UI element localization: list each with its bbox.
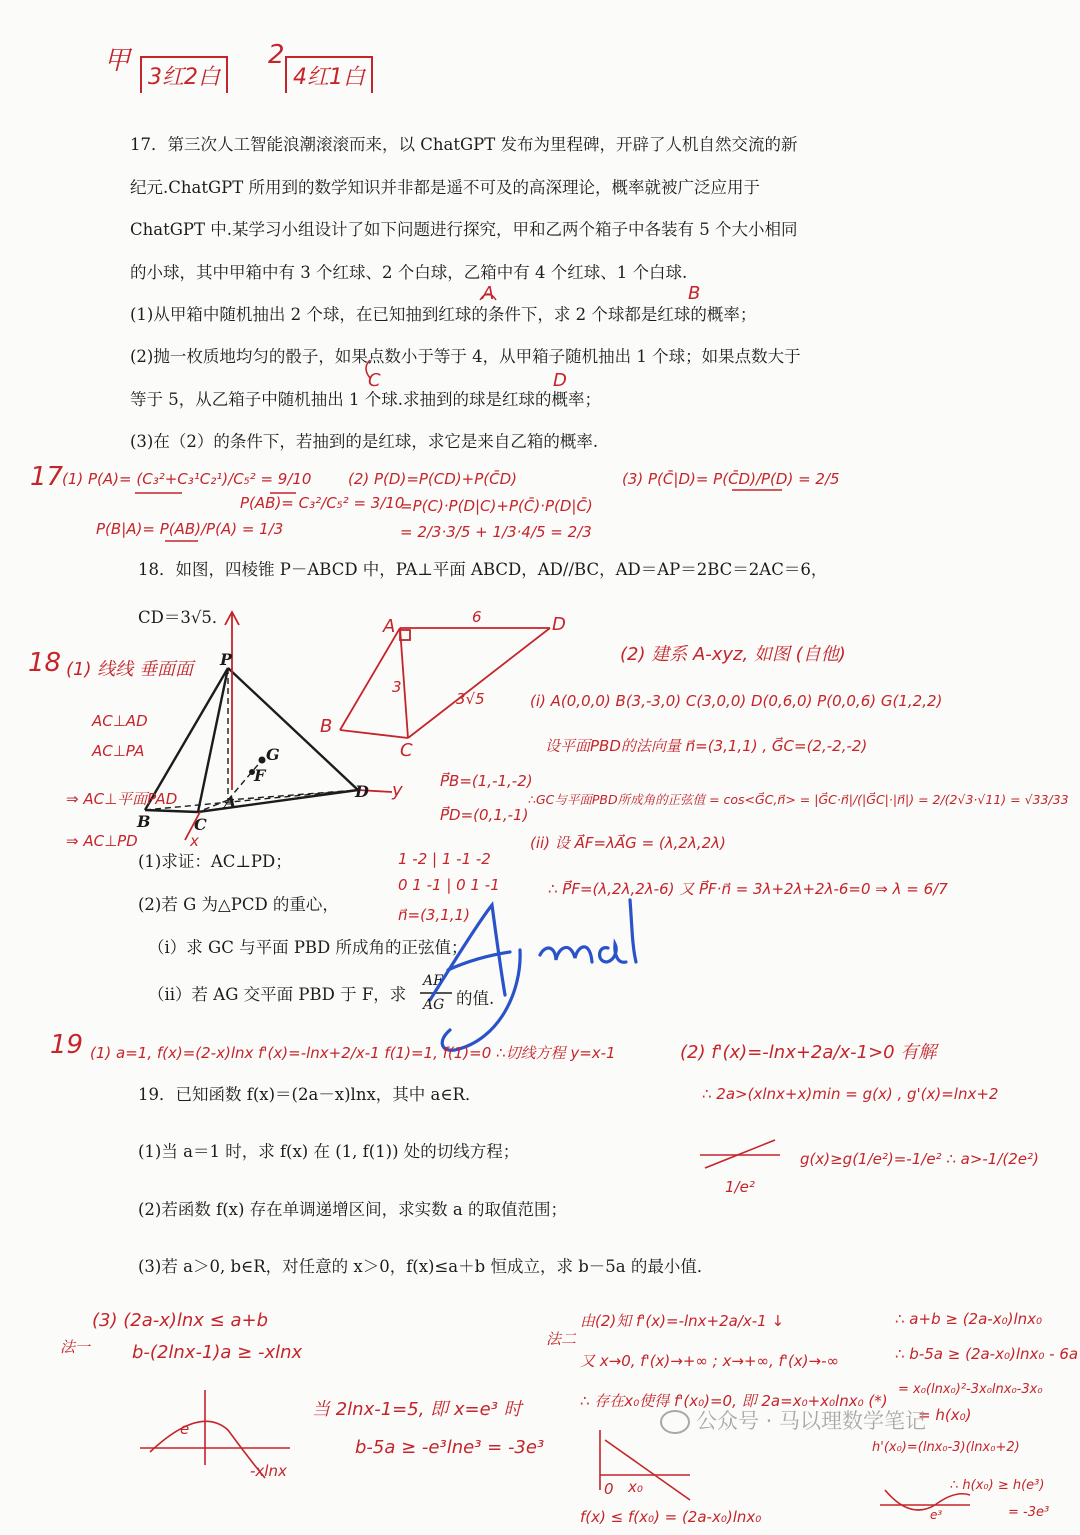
sketch-len-3: 3 xyxy=(392,678,402,696)
q19-stem: 19．已知函数 f(x)＝(2a－x)lnx，其中 a∈R． xyxy=(138,1085,482,1104)
q19-note-r4: = h(x₀) xyxy=(918,1406,972,1424)
q18-note-proof-title: (1) 线线 垂面面 xyxy=(66,659,193,680)
q18-sub-2ii-a: （ii）若 AG 交平面 PBD 于 F，求 xyxy=(148,985,407,1004)
q19-sub-2: (2)若函数 f(x) 存在单调递增区间，求实数 a 的取值范围； xyxy=(138,1200,567,1219)
q18-note-p4: ⇒ AC⊥PD xyxy=(66,832,138,850)
q19-graph3-e3: e³ xyxy=(930,1508,943,1522)
q18-note-pd: P⃗D=(0,1,-1) xyxy=(440,806,529,824)
q17-note-a1b: P(AB)= C₃²/C₅² = 3/10 xyxy=(240,494,405,512)
q18-note-number: 18 xyxy=(28,648,62,678)
q19-note-r7: = -3e³ xyxy=(1008,1505,1050,1520)
q19-note-method-2: 法二 xyxy=(546,1330,577,1348)
q17-label-b: B xyxy=(688,283,701,304)
sketch-len-6: 6 xyxy=(472,608,482,626)
q19-note-method-1: 法一 xyxy=(60,1338,91,1356)
q18-line-2: CD＝3√5． xyxy=(138,608,229,627)
q18-note-coords: (i) A(0,0,0) B(3,-3,0) C(3,0,0) D(0,6,0) P(0,0,6) G(1,2,2) xyxy=(530,692,943,710)
q17-note-number: 17 xyxy=(30,462,64,492)
q18-note-pb: P⃗B=(1,-1,-2) xyxy=(440,772,533,790)
q19-note-m2-4: f(x) ≤ f(x₀) = (2a-x₀)lnx₀ xyxy=(580,1508,762,1526)
q18-note-matrix-2: 0 1 -1 | 0 1 -1 xyxy=(398,876,500,894)
q19-note-r1: ∴ a+b ≥ (2a-x₀)lnx₀ xyxy=(895,1310,1043,1328)
q17-note-a3: (3) P(C̄|D)= P(C̄D)/P(D) = 2/5 xyxy=(622,470,840,488)
fig-axis-x: x xyxy=(190,832,199,850)
fig-label-g: G xyxy=(266,745,280,764)
q19-sub-1: (1)当 a＝1 时，求 f(x) 在 (1, f(1)) 处的切线方程； xyxy=(138,1142,520,1161)
q18-note-p2: AC⊥PA xyxy=(92,742,145,760)
fig-label-c: C xyxy=(194,815,207,834)
sketch-label-d: D xyxy=(552,614,566,635)
q17-note-a2b: =P(C)·P(D|C)+P(C̄)·P(D|C̄) xyxy=(400,497,593,515)
q17-note-a1: (1) P(A)= (C₃²+C₃¹C₂¹)/C₅² = 9/10 xyxy=(62,470,312,488)
sketch-label-c: C xyxy=(400,740,413,761)
fig-label-p: P xyxy=(220,650,233,669)
q17-line-5: (1)从甲箱中随机抽出 2 个球，在已知抽到红球的条件下，求 2 个球都是红球的概率； xyxy=(130,305,757,324)
fig-axis-y: y xyxy=(392,780,403,801)
q18-sub-1: (1)求证：AC⊥PD； xyxy=(138,852,292,871)
q19-note-m2-2: 又 x→0, f'(x)→+∞ ; x→+∞, f'(x)→-∞ xyxy=(580,1352,840,1370)
q18-note-matrix-1: 1 -2 | 1 -1 -2 xyxy=(398,850,491,868)
q19-graph2-x0: x₀ xyxy=(628,1478,643,1496)
q18-note-normal: 设平面PBD的法向量 n⃗=(3,1,1) , G⃗C=(2,-2,-2) xyxy=(545,737,868,755)
q19-note-r2: ∴ b-5a ≥ (2a-x₀)lnx₀ - 6a xyxy=(895,1345,1079,1363)
q18-note-sine: ∴GC与平面PBD所成角的正弦值 = cos<G⃗C,n⃗> = |G⃗C·n⃗|/(|G⃗C|·|n⃗|) = 2/(2√3·√11) = √33/33 xyxy=(528,792,1069,807)
header-mark-yi: 2 xyxy=(268,40,285,70)
q19-note-1e: 1/e² xyxy=(725,1178,755,1196)
q19-note-m2-1: 由(2)知 f'(x)=-lnx+2a/x-1 ↓ xyxy=(580,1312,785,1330)
q18-sub-2i: （i）求 GC 与平面 PBD 所成角的正弦值； xyxy=(148,938,468,957)
fig-label-d: D xyxy=(355,782,369,801)
q17-line-4: 的小球，其中甲箱中有 3 个红球、2 个白球，乙箱中有 4 个红球、1 个白球. xyxy=(130,263,688,282)
q17-line-8: (3)在（2）的条件下，若抽到的是红球，求它是来自乙箱的概率. xyxy=(130,432,599,451)
watermark-text: 公众号 · 马以理数学笔记 xyxy=(696,1409,927,1433)
q18-note-setup: (2) 建系 A-xyz, 如图 (自他) xyxy=(620,644,846,665)
q19-note-a3-l2: b-(2lnx-1)a ≥ -xlnx xyxy=(132,1342,303,1363)
q18-line-1: 18．如图，四棱锥 P－ABCD 中，PA⊥平面 ABCD，AD//BC，AD＝AP＝2BC＝2AC＝6， xyxy=(138,560,828,579)
q18-frac-den: AG xyxy=(423,997,445,1013)
q19-graph2-0: 0 xyxy=(604,1480,614,1498)
sketch-len-35: 3√5 xyxy=(456,690,485,708)
q19-note-a1: (1) a=1, f(x)=(2-x)lnx f'(x)=-lnx+2/x-1 f(1)=1, f(1)=0 ∴切线方程 y=x-1 xyxy=(90,1044,616,1062)
q17-label-d: D xyxy=(553,370,567,391)
sketch-label-b: B xyxy=(320,716,333,737)
q17-line-3: ChatGPT 中.某学习小组设计了如下问题进行探究，甲和乙两个箱子中各装有 5 个大小相同 xyxy=(130,220,798,239)
q18-note-n: n⃗=(3,1,1) xyxy=(398,906,470,924)
q17-note-a2c: = 2/3·3/5 + 1/3·4/5 = 2/3 xyxy=(400,523,592,541)
q19-note-a2: (2) f'(x)=-lnx+2a/x-1>0 有解 xyxy=(680,1042,937,1063)
q19-note-a3-head: (3) (2a-x)lnx ≤ a+b xyxy=(92,1310,269,1331)
wechat-icon xyxy=(660,1410,690,1434)
q18-note-p1: AC⊥AD xyxy=(92,712,148,730)
q17-label-a: A xyxy=(482,283,495,304)
q17-note-a2: (2) P(D)=P(CD)+P(C̄D) xyxy=(348,470,517,488)
header-mark-jia: 甲 xyxy=(104,46,131,76)
q19-note-a2c: g(x)≥g(1/e²)=-1/e² ∴ a>-1/(2e²) xyxy=(800,1150,1039,1168)
fig-label-b: B xyxy=(137,812,151,831)
q18-frac-num: AF xyxy=(423,973,443,989)
q18-sub-2ii-b: 的值. xyxy=(456,989,495,1008)
fig-label-a: A xyxy=(224,793,237,812)
q18-note-p3: ⇒ AC⊥平面PAD xyxy=(66,790,178,808)
q18-note-ii2: ∴ P⃗F=(λ,2λ,2λ-6) 又 P⃗F·n⃗ = 3λ+2λ+2λ-6=0 ⇒ λ = 6/7 xyxy=(548,880,948,898)
header-box-jia: 3红2白 xyxy=(140,56,228,93)
q17-line-7: 等于 5，从乙箱子中随机抽出 1 个球.求抽到的球是红球的概率； xyxy=(130,390,601,409)
q19-note-r3: = x₀(lnx₀)²-3x₀lnx₀-3x₀ xyxy=(898,1382,1043,1397)
q19-note-a2b: ∴ 2a>(xlnx+x)min = g(x) , g'(x)=lnx+2 xyxy=(702,1085,999,1103)
fig-label-f: F xyxy=(254,766,266,785)
header-box-yi: 4红1白 xyxy=(285,56,373,93)
q19-note-number: 19 xyxy=(50,1030,84,1060)
q18-note-ii1: (ii) 设 A⃗F=λA⃗G = (λ,2λ,2λ) xyxy=(530,834,726,852)
base-sketch xyxy=(340,628,550,738)
q19-note-m2-3: ∴ 存在x₀使得 f'(x₀)=0, 即 2a=x₀+x₀lnx₀ (*) xyxy=(580,1392,888,1410)
q19-note-r6: ∴ h(x₀) ≥ h(e³) xyxy=(950,1478,1045,1493)
watermark xyxy=(660,1405,926,1435)
q19-note-a3-l4: b-5a ≥ -e³lne³ = -3e³ xyxy=(355,1437,545,1458)
q18-sub-2: (2)若 G 为△PCD 的重心， xyxy=(138,895,339,914)
q17-label-c: C xyxy=(368,370,381,391)
q17-line-2: 纪元.ChatGPT 所用到的数学知识并非都是遥不可及的高深理论，概率就被广泛应用于 xyxy=(130,178,760,197)
q19-note-a3-l3: 当 2lnx-1=5, 即 x=e³ 时 xyxy=(312,1399,522,1420)
q17-line-1: 17．第三次人工智能浪潮滚滚而来，以 ChatGPT 发布为里程碑，开辟了人机自然交流的新 xyxy=(130,135,798,154)
q17-line-6: (2)抛一枚质地均匀的骰子，如果点数小于等于 4，从甲箱子随机抽出 1 个球；如果点数大于 xyxy=(130,347,801,366)
q19-sub-3: (3)若 a＞0, b∈R，对任意的 x＞0，f(x)≤a＋b 恒成立，求 b－5a 的最小值． xyxy=(138,1257,714,1276)
q19-note-r5: h'(x₀)=(lnx₀-3)(lnx₀+2) xyxy=(872,1440,1020,1455)
q19-graph-label: -xlnx xyxy=(250,1462,287,1480)
q17-note-a1c: P(B|A)= P(AB)/P(A) = 1/3 xyxy=(96,520,284,538)
sketch-label-a: A xyxy=(383,616,396,637)
q19-graph-e: e xyxy=(180,1420,190,1438)
